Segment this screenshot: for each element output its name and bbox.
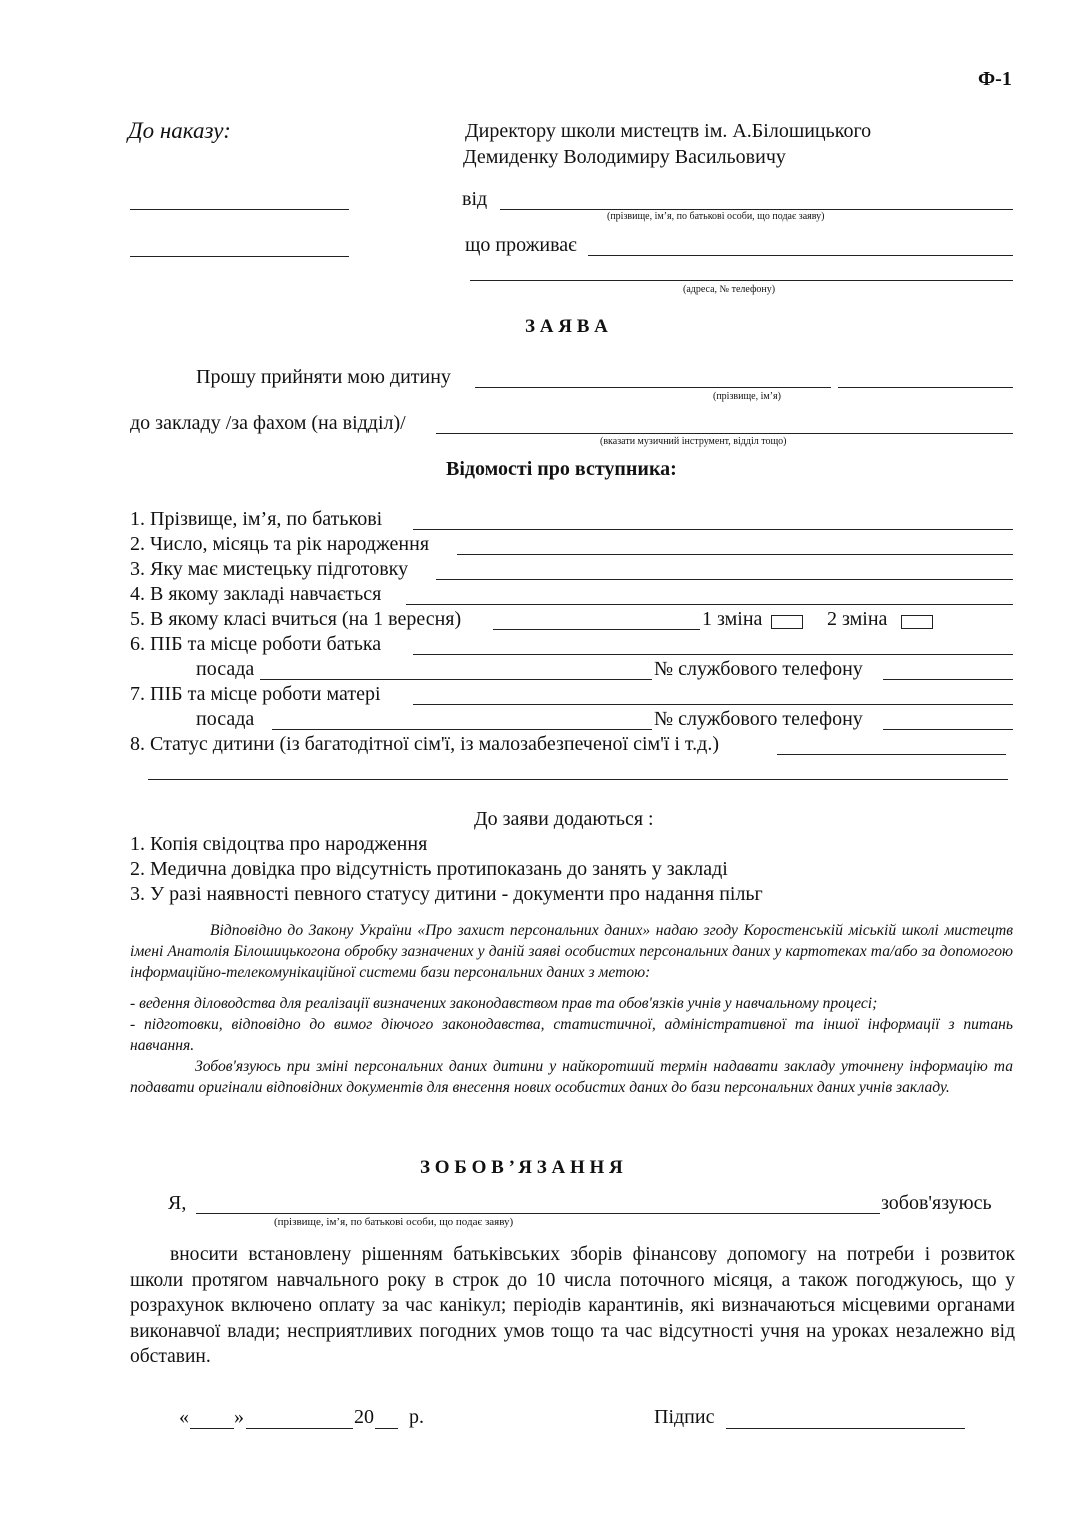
- shift-2-label: 2 зміна: [827, 608, 888, 630]
- status-field[interactable]: [777, 754, 1006, 755]
- shift-2-checkbox[interactable]: [901, 615, 933, 629]
- order-blank-line-2[interactable]: [130, 256, 349, 257]
- school-field[interactable]: [406, 604, 1013, 605]
- order-label: До наказу:: [128, 118, 231, 143]
- field-label-grade: 5. В якому класі вчиться (на 1 вересня): [130, 608, 462, 630]
- addressee-line2: Демиденку Володимиру Васильовичу: [463, 146, 786, 168]
- field-label-birth-date: 2. Число, місяць та рік народження: [130, 533, 430, 555]
- consent-paragraph: Відповідно до Закону України «Про захист персональних даних» надаю згоду Коростенській міській школі мистецтв імені Анатолія Білошицькогона обробку зазначених у даній заяві особистих персональних даних у картотеках та/або за допомогою інформаційно-телекомунікаційної системи бази персональних даних з метою:: [130, 922, 1013, 981]
- mother-phone-field[interactable]: [883, 729, 1013, 730]
- consent-paragraph: Зобов'язуюсь при зміні персональних даних дитини у найкоротший термін надавати закладу уточнену інформацію та подавати оригінали відповідних документів для внесення нових особистих даних до бази персональних даних учнів закладу.: [130, 1058, 1013, 1096]
- date-year-field[interactable]: [375, 1428, 398, 1429]
- mother-position-label: посада: [196, 708, 255, 730]
- full-name-field[interactable]: [413, 529, 1013, 530]
- attachment-item: 1. Копія свідоцтва про народження: [130, 833, 428, 855]
- date-year-suffix: р.: [409, 1406, 424, 1428]
- obligation-commit: зобов'язуюсь: [881, 1192, 992, 1214]
- obligor-caption: (прізвище, ім’я, по батькові особи, що подає заяву): [274, 1216, 514, 1228]
- field-label-full-name: 1. Прізвище, ім’я, по батькові: [130, 508, 383, 530]
- address-field-2[interactable]: [470, 280, 1013, 281]
- date-month-field[interactable]: [246, 1428, 353, 1429]
- obligation-text-block: [130, 1242, 1015, 1370]
- from-caption: (прізвище, ім’я, по батькові особи, що подає заяву): [607, 211, 825, 222]
- obligor-name-field[interactable]: [196, 1213, 880, 1214]
- field-label-school: 4. В якому закладі навчається: [130, 583, 382, 605]
- applicant-heading: Відомості про вступника:: [446, 458, 677, 480]
- consent-block: [130, 920, 1013, 1098]
- department-text: до закладу /за фахом (на відділ)/: [130, 412, 406, 434]
- signature-field[interactable]: [726, 1428, 965, 1429]
- form-code: Ф-1: [978, 68, 1012, 90]
- obligation-ya: Я,: [168, 1192, 187, 1214]
- shift-1-label: 1 зміна: [702, 608, 763, 630]
- field-label-art-training: 3. Яку має мистецьку підготовку: [130, 558, 409, 580]
- birth-date-field[interactable]: [457, 554, 1013, 555]
- child-name-field-2[interactable]: [838, 387, 1013, 388]
- date-year-prefix: 20: [354, 1406, 374, 1428]
- child-name-field[interactable]: [475, 387, 831, 388]
- mother-phone-label: № службового телефону: [654, 708, 863, 730]
- date-quote-close: »: [234, 1406, 244, 1428]
- obligation-title: З О Б О В ’ Я З А Н Н Я: [420, 1157, 623, 1178]
- consent-bullet: - ведення діловодства для реалізації визначених законодавством прав та обов'язків учнів у навчальному процесі;: [130, 995, 878, 1012]
- art-training-field[interactable]: [436, 579, 1013, 580]
- father-position-label: посада: [196, 658, 255, 680]
- date-day-field[interactable]: [190, 1428, 234, 1429]
- status-field-2[interactable]: [148, 779, 1008, 780]
- field-label-mother: 7. ПІБ та місце роботи матері: [130, 683, 381, 705]
- addressee-line1: Директору школи мистецтв ім. А.Білошицького: [465, 120, 872, 142]
- field-label-status: 8. Статус дитини (із багатодітної сім'ї, із малозабезпеченої сім'ї і т.д.): [130, 733, 719, 755]
- from-label: від: [462, 188, 488, 210]
- child-name-caption: (прізвище, ім’я): [713, 391, 781, 402]
- grade-field[interactable]: [493, 629, 700, 630]
- address-caption: (адреса, № телефону): [683, 284, 776, 295]
- father-position-field[interactable]: [260, 679, 652, 680]
- consent-bullet: - підготовки, відповідно до вимог діючого законодавства, статистичної, адміністративної та іншої інформації з питань навчання.: [130, 1016, 1013, 1054]
- order-blank-line-1[interactable]: [130, 209, 349, 210]
- attachment-item: 3. У разі наявності певного статусу дитини - документи про надання пільг: [130, 883, 763, 905]
- request-text: Прошу прийняти мою дитину: [196, 366, 451, 388]
- department-caption: (вказати музичний інструмент, відділ тощо): [600, 436, 787, 447]
- residence-label: що проживає: [465, 234, 577, 256]
- field-label-father: 6. ПІБ та місце роботи батька: [130, 633, 382, 655]
- father-field[interactable]: [413, 654, 1013, 655]
- address-field[interactable]: [588, 255, 1013, 256]
- father-phone-label: № службового телефону: [654, 658, 863, 680]
- attachment-item: 2. Медична довідка про відсутність протипоказань до занять у закладі: [130, 858, 728, 880]
- obligation-text: вносити встановлену рішенням батьківських зборів фінансову допомогу на потреби і розвиток школи протягом навчального року в строк до 10 числа поточного місяця, а також погоджуюсь, що у розрахунок включено оплату за час канікул; періодів карантинів, які визначаються місцевими органами виконавчої влади; несприятливих погодних умов тощо та час відсутності учня на уроках незалежно від обставин.: [130, 1244, 1015, 1367]
- department-field[interactable]: [436, 433, 1013, 434]
- mother-field[interactable]: [413, 704, 1013, 705]
- form-title: З А Я В А: [525, 316, 608, 337]
- date-quote-open: «: [179, 1406, 189, 1428]
- attachments-heading: До заяви додаються :: [474, 808, 654, 830]
- father-phone-field[interactable]: [883, 679, 1013, 680]
- signature-label: Підпис: [654, 1406, 715, 1428]
- mother-position-field[interactable]: [272, 729, 652, 730]
- from-name-field[interactable]: [500, 209, 1013, 210]
- shift-1-checkbox[interactable]: [771, 615, 803, 629]
